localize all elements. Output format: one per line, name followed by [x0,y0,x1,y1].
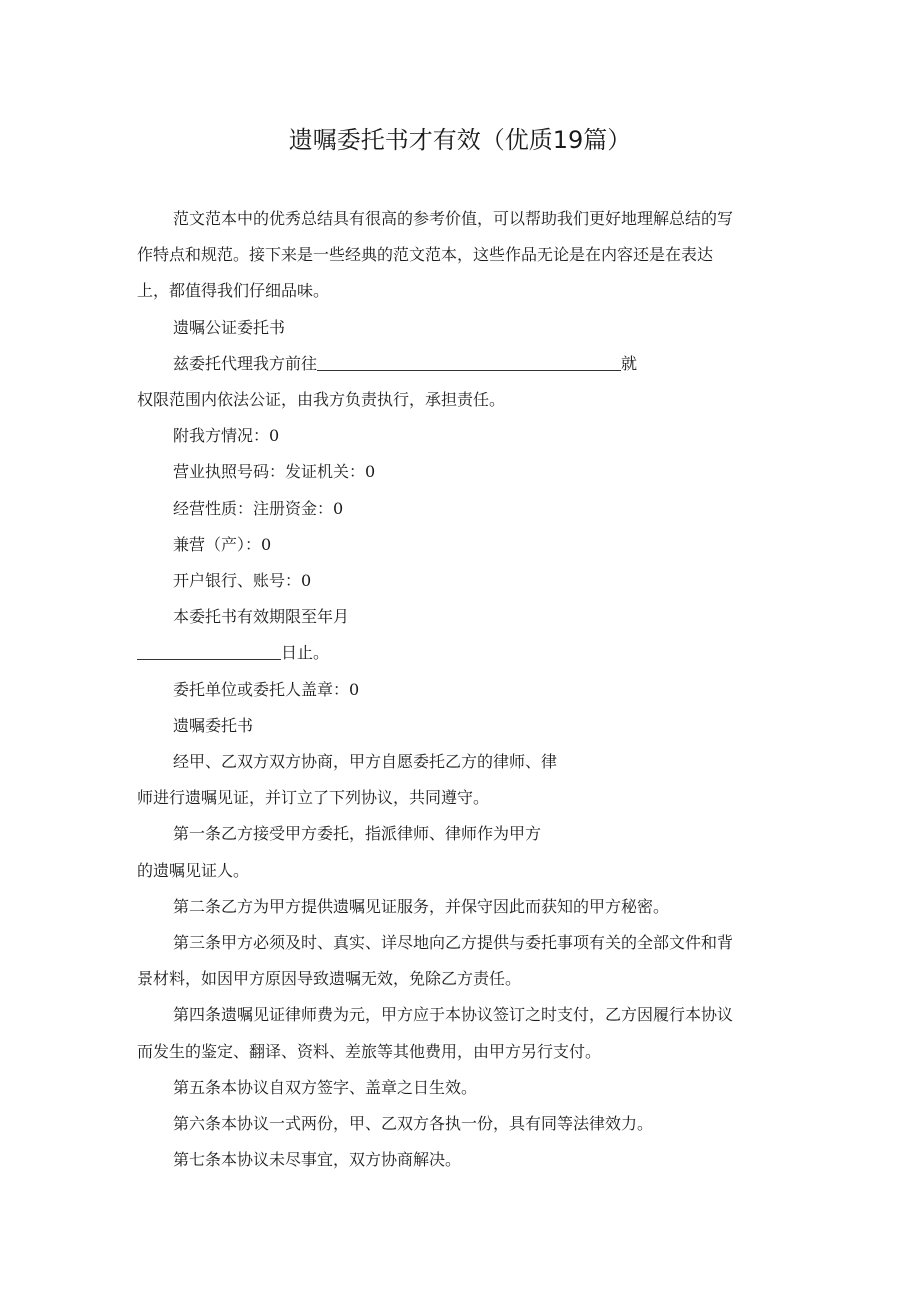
article-4-line-2: 而发生的鉴定、翻译、资料、差旅等其他费用，由甲方另行支付。 [137,1041,602,1061]
article-3-line-2: 景材料，如因甲方原因导致遗嘱无效，免除乙方责任。 [137,969,522,989]
nature-line: 经营性质：注册资金：0 [173,498,344,518]
agreement-intro-line-2: 师进行遗嘱见证，并订立了下列协议，共同遵守。 [137,788,490,808]
until-text: 日止。 [281,643,330,663]
section-heading-will-entrustment: 遗嘱委托书 [173,715,254,735]
bank-line: 开户银行、账号：0 [173,571,312,591]
license-line: 营业执照号码：发证机关：0 [173,462,376,482]
scope-line: 权限范围内依法公证，由我方负责执行，承担责任。 [137,390,506,410]
article-1-line-1: 第一条乙方接受甲方委托，指派律师、律师作为甲方 [173,824,542,844]
article-6: 第六条本协议一式两份，甲、乙双方各执一份，具有同等法律效力。 [173,1114,654,1134]
agreement-intro-line-1: 经甲、乙双方双方协商，甲方自愿委托乙方的律师、律 [173,752,558,772]
article-4-line-1: 第四条遗嘱见证律师费为元，甲方应于本协议签订之时支付，乙方因履行本协议 [173,1005,734,1025]
entrust-line [137,346,773,382]
seal-line: 委托单位或委托人盖章：0 [173,679,360,699]
entrust-prefix: 兹委托代理我方前往 [173,353,318,373]
article-2: 第二条乙方为甲方提供遗嘱见证服务，并保守因此而获知的甲方秘密。 [173,896,670,916]
entrust-suffix: 就 [621,353,638,373]
article-5: 第五条本协议自双方签字、盖章之日生效。 [173,1077,478,1097]
info-heading: 附我方情况：0 [173,426,280,446]
document-title: 遗嘱委托书才有效（优质19篇） [288,126,632,154]
document-body [137,201,773,1178]
intro-line-3: 上，都值得我们仔细品味。 [137,281,330,301]
intro-line-1: 范文范本中的优秀总结具有很高的参考价值，可以帮助我们更好地理解总结的写 [173,209,734,228]
until-line [137,635,773,671]
article-7: 第七条本协议未尽事宜，双方协商解决。 [173,1150,462,1170]
entrust-blank [317,352,621,371]
article-1-line-2: 的遗嘱见证人。 [137,860,250,880]
intro-line-2: 作特点和规范。接下来是一些经典的范文范本，这些作品无论是在内容还是在表达 [137,245,714,265]
article-3-line-1: 第三条甲方必须及时、真实、详尽地向乙方提供与委托事项有关的全部文件和背 [173,933,734,953]
validity-line: 本委托书有效期限至年月 [173,607,350,627]
date-blank [137,641,281,660]
concurrent-line: 兼营（产）：0 [173,534,272,554]
section-heading-notary-entrustment: 遗嘱公证委托书 [173,317,286,337]
